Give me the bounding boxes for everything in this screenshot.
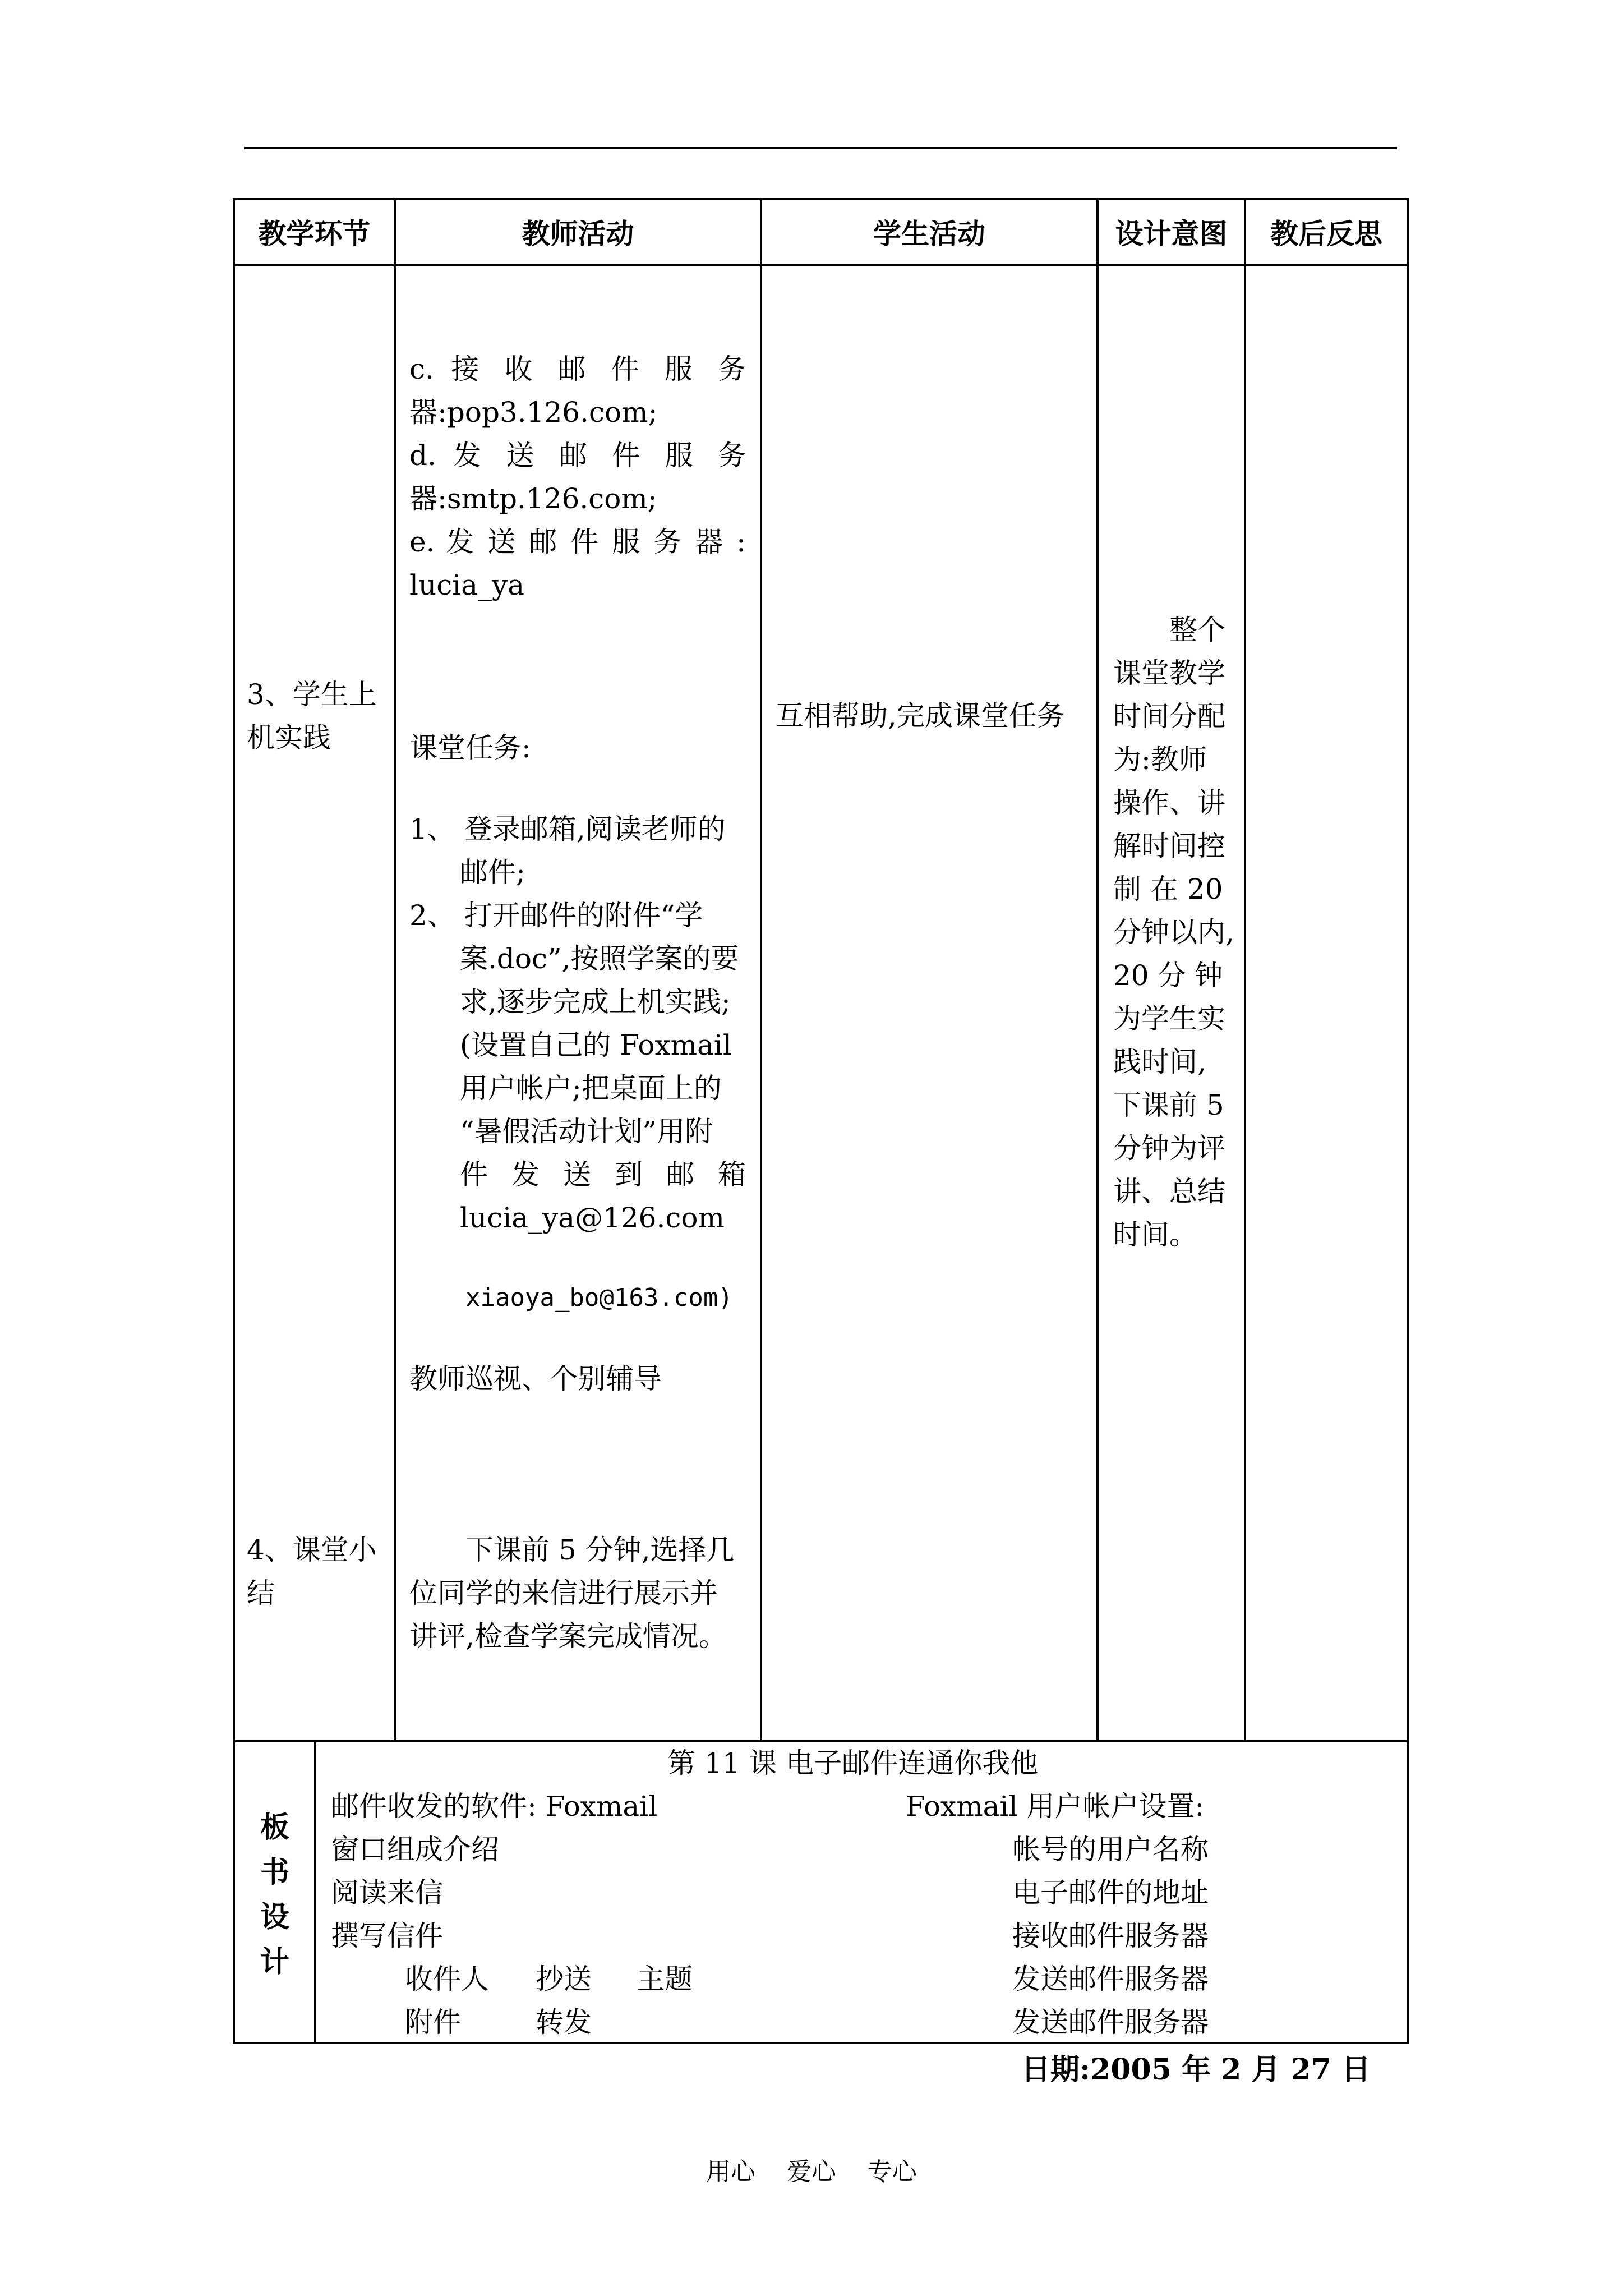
- design-line: 下课前 5: [1113, 1089, 1224, 1121]
- header-rule: [244, 147, 1397, 149]
- board-left-line: 邮件收发的软件: Foxmail: [331, 1790, 658, 1823]
- board-right-line: 帐号的用户名称: [1012, 1833, 1209, 1866]
- task-2-line-1: 2、 打开邮件的附件“学: [409, 899, 703, 932]
- board-label-char: 计: [260, 1945, 289, 1979]
- board-right-title: Foxmail 用户帐户设置:: [906, 1790, 1205, 1823]
- summary-line-1: 下课前 5 分钟,选择几: [465, 1534, 735, 1566]
- table-border-right: [1407, 198, 1409, 2044]
- design-line: 课堂教学: [1113, 657, 1225, 689]
- task-2-line-5: 用户帐户;把桌面上的: [460, 1072, 722, 1105]
- board-sub-subject: 主题: [637, 1963, 693, 1995]
- summary-text: [409, 1529, 746, 1658]
- task-1-line-2: 邮件;: [460, 856, 525, 889]
- task-2-line-4: (设置自己的 Foxmail: [460, 1029, 732, 1061]
- task-2-line-2: 案.doc”,按照学案的要: [460, 942, 739, 975]
- board-left-line: 窗口组成介绍: [331, 1833, 499, 1866]
- board-label-char: 板: [260, 1810, 289, 1844]
- task-2-line-7: 件 发 送 到 邮 箱: [460, 1158, 746, 1191]
- server-line-e2: lucia_ya: [409, 569, 525, 601]
- task-list: [409, 808, 746, 1240]
- header-reflection: 教后反思: [1270, 217, 1382, 250]
- task-2-line-8: lucia_ya@126.com: [460, 1202, 725, 1234]
- server-line-d2: 器:smtp.126.com;: [409, 482, 657, 515]
- document-date: 日期:2005 年 2 月 27 日: [1021, 2053, 1371, 2087]
- board-sub-cc: 抄送: [536, 1963, 592, 1995]
- board-sub-recipient: 收件人: [405, 1963, 489, 1995]
- design-line: 讲、总结: [1113, 1175, 1225, 1208]
- server-line-d1: d. 发 送 邮 件 服 务: [409, 439, 746, 472]
- board-label-char: 设: [260, 1900, 289, 1934]
- table-border-left: [233, 198, 235, 2044]
- design-line: 分钟以内,: [1113, 916, 1234, 949]
- col-divider-4: [1244, 198, 1246, 1742]
- header-teacher: 教师活动: [522, 217, 634, 250]
- board-left-line: 阅读来信: [331, 1876, 443, 1909]
- task-title: 课堂任务:: [409, 731, 531, 764]
- board-sub-forward: 转发: [536, 2006, 592, 2039]
- header-student: 学生活动: [873, 217, 985, 250]
- design-line: 解时间控: [1113, 830, 1225, 862]
- summary-line-3: 讲评,检查学案完成情况。: [409, 1620, 727, 1653]
- teacher-activity: [409, 348, 746, 607]
- board-right-line: 发送邮件服务器: [1012, 1963, 1209, 1995]
- server-line-c1: c. 接 收 邮 件 服 务: [409, 353, 746, 385]
- task-2-line-9: xiaoya_bo@163.com): [465, 1283, 733, 1312]
- design-line: 践时间,: [1113, 1046, 1206, 1078]
- task-2-line-6: “暑假活动计划”用附: [460, 1115, 713, 1148]
- design-line: 操作、讲: [1113, 786, 1225, 819]
- col-divider-2: [760, 198, 762, 1742]
- header-design: 设计意图: [1115, 217, 1228, 250]
- design-line: 为:教师: [1113, 743, 1207, 776]
- server-line-c2: 器:pop3.126.com;: [409, 396, 658, 429]
- board-sub-attachment: 附件: [405, 2006, 461, 2039]
- design-line: 为学生实: [1113, 1002, 1225, 1035]
- teacher-patrol: 教师巡视、个别辅导: [409, 1363, 662, 1395]
- task-1-line-1: 1、 登录邮箱,阅读老师的: [409, 813, 726, 845]
- design-line: 20 分 钟: [1113, 959, 1223, 992]
- board-label-char: 书: [260, 1855, 289, 1889]
- design-line: 时间分配: [1113, 700, 1225, 733]
- page-footer: 用心 爱心 专心: [706, 2157, 917, 2186]
- board-right-line: 发送邮件服务器: [1012, 2006, 1209, 2039]
- header-stage: 教学环节: [258, 217, 371, 250]
- board-label-divider: [314, 1740, 316, 2044]
- stage-practice: 3、学生上机实践: [247, 678, 377, 754]
- design-line: 分钟为评: [1113, 1132, 1225, 1165]
- stage-summary: 4、课堂小结: [247, 1534, 377, 1609]
- board-title: 第 11 课 电子邮件连通你我他: [667, 1747, 1039, 1779]
- server-line-e1: e. 发 送 邮 件 服 务 器 :: [409, 526, 746, 558]
- summary-line-2: 位同学的来信进行展示并: [409, 1577, 718, 1609]
- board-right-line: 接收邮件服务器: [1012, 1920, 1209, 1952]
- design-intent: [1113, 609, 1234, 1257]
- design-line: 制 在 20: [1113, 873, 1223, 905]
- task-2-line-3: 求,逐步完成上机实践;: [460, 986, 731, 1018]
- board-left-line: 撰写信件: [331, 1920, 443, 1952]
- student-activity: 互相帮助,完成课堂任务: [776, 700, 1065, 732]
- board-right-line: 电子邮件的地址: [1012, 1876, 1209, 1909]
- col-divider-3: [1096, 198, 1099, 1742]
- design-line: 时间。: [1113, 1218, 1197, 1251]
- col-divider-1: [394, 198, 396, 1742]
- design-line: 整个: [1169, 614, 1225, 646]
